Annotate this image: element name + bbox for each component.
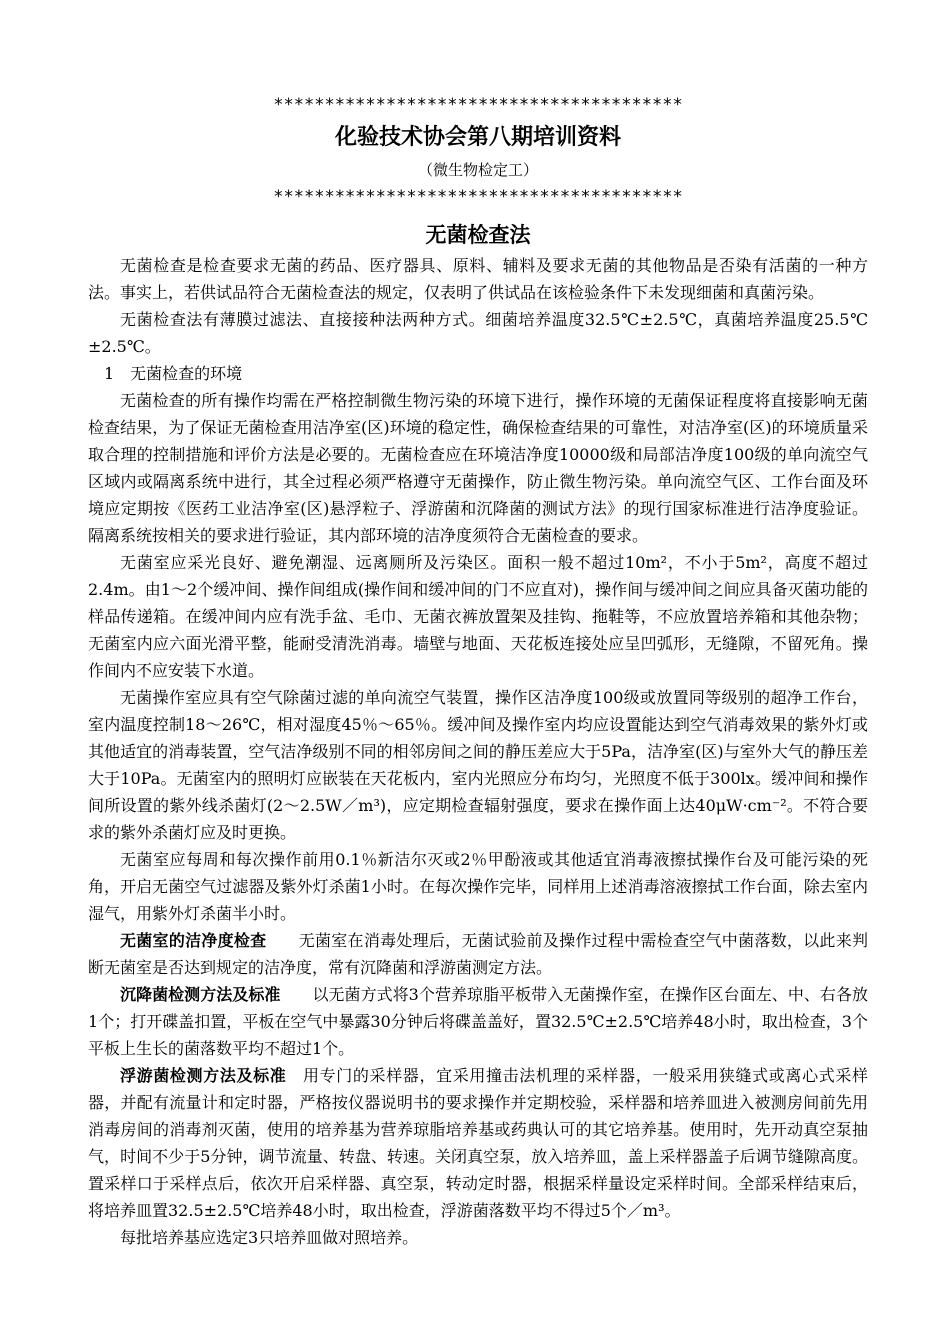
paragraph-methods: 无菌检查法有薄膜过滤法、直接接种法两种方式。细菌培养温度32.5℃±2.5℃，真菌培养温度25.5℃±2.5℃。 (88, 310, 868, 356)
paragraph-disinfection: 无菌室应每周和每次操作前用0.1％新洁尔灭或2％甲酚液或其他适宜消毒液擦拭操作台及可能污染的死角，开启无菌空气过滤器及紫外灯杀菌1小时。在每次操作完毕，同样用上述消毒溶液擦拭工作台面，除去室内湿气，用紫外灯杀菌半小时。 (88, 850, 868, 923)
paragraph-settling-bacteria (88, 981, 868, 1062)
airborne-bacteria-text: 用专门的采样器，宜采用撞击法机理的采样器，一般采用狭缝式或离心式采样器，并配有流量计和定时器，严格按仪器说明书的要求操作并定期校验，采样器和培养皿进入被测房间前先用消毒房间的消毒剂灭菌，使用的培养基为营养琼脂培养基或药典认可的其它培养基。使用时，先开动真空泵抽气，时间不少于5分钟，调节流量、转盘、转速。关闭真空泵，放入培养皿，盖上采样器盖子后调节缝隙高度。置采样口于采样点后，依次开启采样器、真空泵，转动定时器，根据采样量设定采样时间。全部采样结束后，将培养皿置32.5±2.5℃培养48小时，取出检查，浮游菌落数平均不得过5个／m³。 (88, 1066, 868, 1220)
heading-environment: 1 无菌检查的环境 (104, 364, 243, 383)
paragraph-environment: 无菌检查的所有操作均需在严格控制微生物污染的环境下进行，操作环境的无菌保证程度将直接影响无菌检查结果，为了保证无菌检查用洁净室(区)环境的稳定性，确保检查结果的可靠性，对洁净室(区)的环境质量采取合理的控制措施和评价方法是必要的。无菌检查应在环境洁净度10000级和局部洁净度100级的单向流空气区域内或隔离系统中进行，其全过程必须严格遵守无菌操作，防止微生物污染。单向流空气区、工作台面及环境应定期按《医药工业洁净室(区)悬浮粒子、浮游菌和沉降菌的测试方法》的现行国家标准进行洁净度验证。隔离系统按相关的要求进行验证，其内部环境的洁净度须符合无菌检查的要求。 (88, 391, 868, 545)
star-divider-top: **************************************** (273, 95, 683, 115)
settling-bacteria-text: 以无菌方式将3个营养琼脂平板带入无菌操作室，在操作区台面左、中、右各放1个；打开碟盖扣置，平板在空气中暴露30分钟后将碟盖盖好，置32.5℃±2.5℃培养48小时，取出检查，3个平板上生长的菌落数平均不超过1个。 (88, 985, 868, 1058)
cleanliness-check-label: 无菌室的洁净度检查 (120, 931, 267, 950)
cleanliness-check-text: 无菌室在消毒处理后，无菌试验前及操作过程中需检查空气中菌落数，以此来判断无菌室是否达到规定的洁净度，常有沉降菌和浮游菌测定方法。 (88, 931, 868, 977)
paragraph-intro: 无菌检查是检查要求无菌的药品、医疗器具、原料、辅料及要求无菌的其他物品是否染有活菌的一种方法。事实上，若供试品符合无菌检查法的规定，仅表明了供试品在该检验条件下未发现细菌和真菌污染。 (88, 256, 868, 302)
document-page (88, 92, 868, 1251)
paragraph-cleanliness-check (88, 927, 868, 981)
document-title: 化验技术协会第八期培训资料 (334, 125, 621, 150)
star-divider-bottom: **************************************** (273, 187, 683, 207)
settling-bacteria-label: 沉降菌检测方法及标准 (120, 985, 281, 1004)
section-title: 无菌检查法 (425, 223, 531, 247)
airborne-bacteria-label: 浮游菌检测方法及标准 (120, 1066, 287, 1085)
paragraph-control-culture: 每批培养基应选定3只培养皿做对照培养。 (120, 1228, 419, 1247)
paragraph-room-requirements: 无菌室应采光良好、避免潮湿、远离厕所及污染区。面积一般不超过10m²，不小于5m²，高度不超过2.4m。由1～2个缓冲间、操作间组成(操作间和缓冲间的门不应直对)，操作间与缓冲间之间应具备灭菌功能的样品传递箱。在缓冲间内应有洗手盆、毛巾、无菌衣裤放置架及挂钩、拖鞋等，不应放置培养箱和其他杂物；无菌室内应六面光滑平整，能耐受清洗消毒。墙壁与地面、天花板连接处应呈凹弧形，无缝隙，不留死角。操作间内不应安装下水道。 (88, 553, 868, 680)
paragraph-operation-room: 无菌操作室应具有空气除菌过滤的单向流空气装置，操作区洁净度100级或放置同等级别的超净工作台，室内温度控制18～26℃，相对湿度45％～65％。缓冲间及操作室内均应设置能达到空气消毒效果的紫外灯或其他适宜的消毒装置，空气洁净级别不同的相邻房间之间的静压差应大于5Pa，洁净室(区)与室外大气的静压差大于10Pa。无菌室内的照明灯应嵌装在天花板内，室内光照应分布均匀，光照度不低于300lx。缓冲间和操作间所设置的紫外线杀菌灯(2～2.5W／m³)，应定期检查辐射强度，要求在操作面上达40μW·cm⁻²。不符合要求的紫外杀菌灯应及时更换。 (88, 688, 868, 842)
document-subtitle: （微生物检定工） (417, 161, 538, 179)
paragraph-airborne-bacteria (88, 1062, 868, 1224)
